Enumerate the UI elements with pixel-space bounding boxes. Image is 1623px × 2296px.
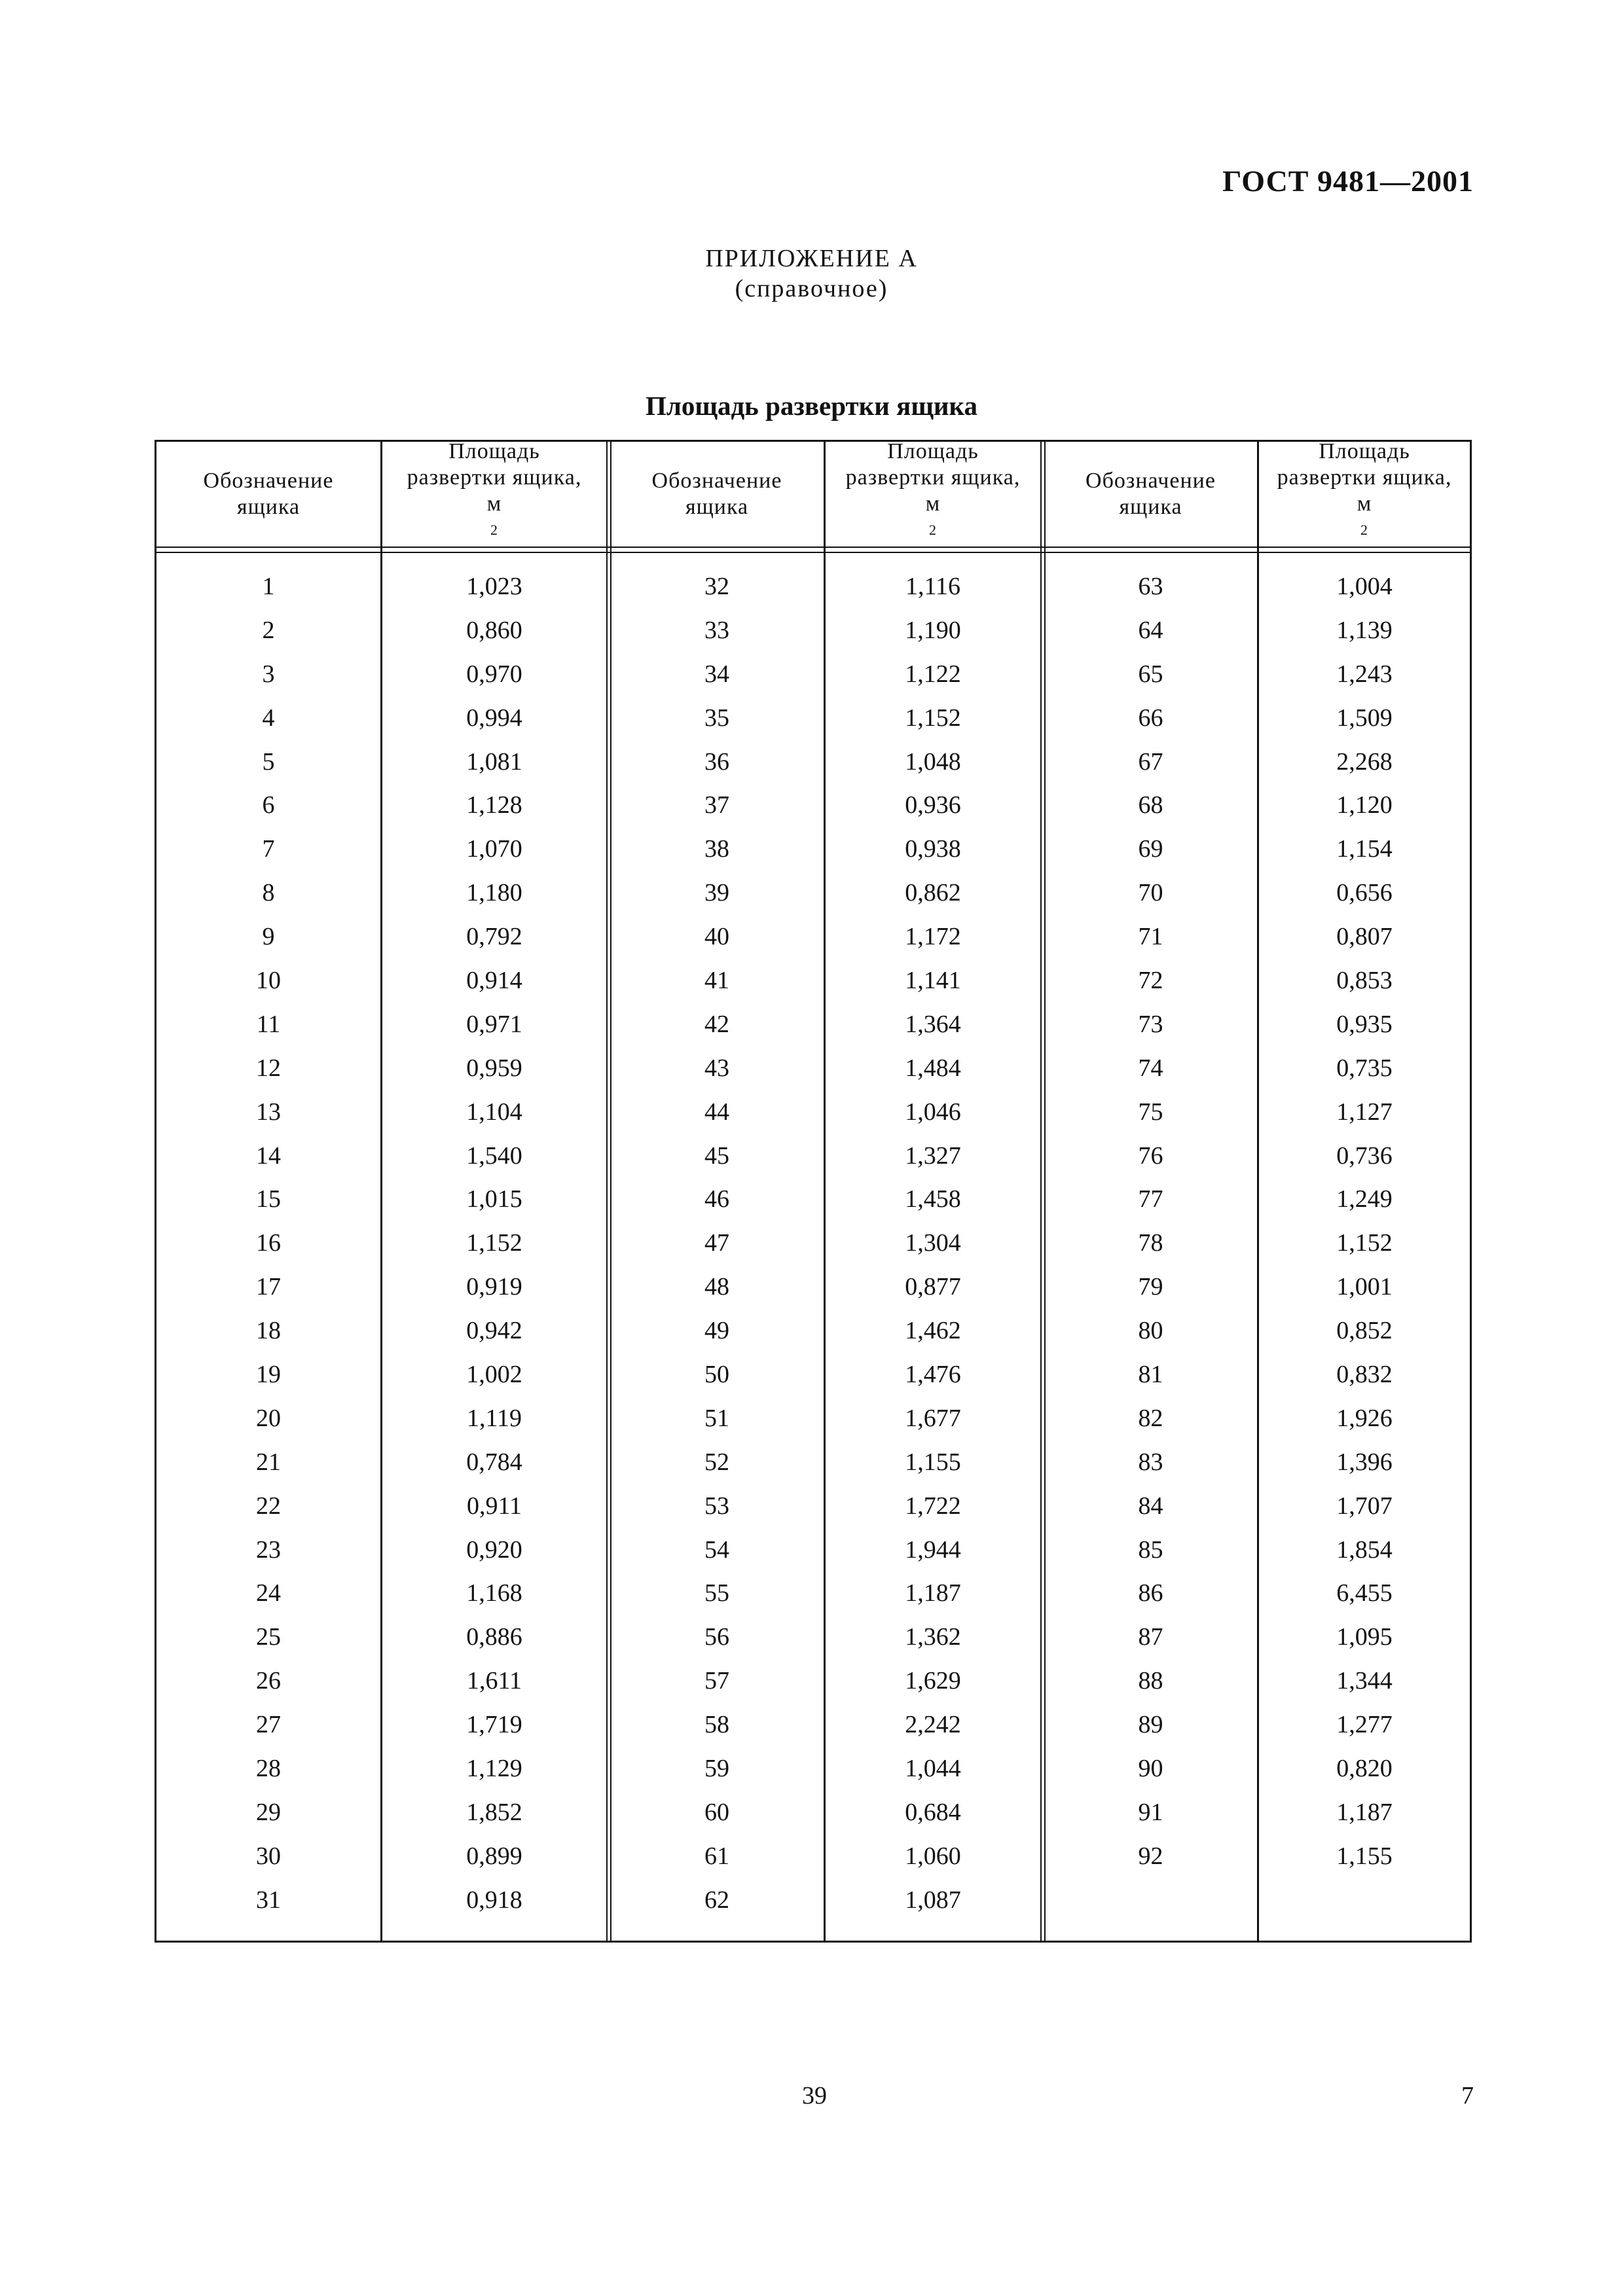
box-area-cell: 1,944 (905, 1535, 961, 1564)
box-id-cell: 61 (704, 1842, 729, 1870)
box-id-cell: 27 (256, 1711, 281, 1739)
box-area-cell: 1,509 (1336, 704, 1393, 732)
box-id-cell: 40 (704, 923, 729, 951)
box-area-cell: 0,994 (466, 704, 522, 732)
box-area-cell: 1,854 (1336, 1535, 1393, 1564)
table-title: Площадь развертки ящика (645, 391, 978, 421)
box-id-cell: 57 (704, 1667, 729, 1695)
box-id-cell: 42 (704, 1010, 729, 1038)
box-id-cell: 89 (1138, 1711, 1163, 1739)
box-area-cell: 0,853 (1336, 967, 1393, 995)
box-area-cell: 0,807 (1336, 923, 1393, 951)
box-area-cell: 1,719 (466, 1711, 522, 1739)
box-area-cell: 0,735 (1336, 1054, 1393, 1082)
box-id-cell: 6 (262, 791, 275, 819)
box-id-cell: 76 (1138, 1141, 1163, 1170)
box-area-cell: 1,249 (1336, 1185, 1393, 1213)
box-area-cell: 1,364 (905, 1010, 961, 1038)
box-area-cell: 0,942 (466, 1317, 522, 1345)
box-area-cell: 1,707 (1336, 1492, 1393, 1520)
box-id-cell: 80 (1138, 1317, 1163, 1345)
box-area-cell: 0,918 (466, 1886, 522, 1914)
box-area-cell: 0,971 (466, 1010, 522, 1038)
box-id-cell: 66 (1138, 704, 1163, 732)
box-area-cell: 1,304 (905, 1229, 961, 1257)
box-area-cell: 0,656 (1336, 879, 1393, 907)
header-area: Площадь развертки ящика, м $^2$ (1277, 439, 1452, 539)
box-area-cell: 1,168 (466, 1579, 522, 1607)
box-id-cell: 24 (256, 1579, 281, 1607)
box-id-cell: 4 (262, 704, 275, 732)
box-id-cell: 31 (256, 1886, 281, 1914)
box-area-cell: 0,911 (466, 1492, 522, 1520)
box-area-cell: 0,899 (466, 1842, 522, 1870)
box-id-cell: 58 (704, 1711, 729, 1739)
header-designation: Обозначение ящика (203, 469, 334, 519)
box-area-cell: 1,677 (905, 1404, 961, 1432)
box-area-cell: 1,048 (905, 747, 961, 776)
box-id-cell: 47 (704, 1229, 729, 1257)
box-area-cell: 0,832 (1336, 1361, 1393, 1389)
box-area-cell: 1,119 (466, 1404, 522, 1432)
box-area-cell: 1,476 (905, 1361, 961, 1389)
box-area-cell: 2,242 (905, 1711, 961, 1739)
appendix-subtitle: (справочное) (735, 275, 888, 302)
box-area-cell: 0,938 (905, 835, 961, 863)
box-area-cell: 1,116 (905, 573, 961, 600)
appendix-title: ПРИЛОЖЕНИЕ А (705, 245, 918, 272)
box-id-cell: 20 (256, 1404, 281, 1432)
box-id-cell: 41 (704, 967, 729, 995)
box-id-cell: 79 (1138, 1273, 1163, 1301)
box-area-cell: 0,920 (466, 1535, 522, 1564)
box-area-cell: 1,060 (905, 1842, 961, 1870)
box-id-cell: 29 (256, 1798, 281, 1826)
box-area-cell: 1,129 (466, 1755, 522, 1783)
box-id-cell: 68 (1138, 791, 1163, 819)
box-area-cell: 1,362 (905, 1623, 961, 1651)
box-area-cell: 1,070 (466, 835, 522, 863)
box-id-cell: 72 (1138, 967, 1163, 995)
box-area-cell: 1,327 (905, 1141, 961, 1170)
area-column (1259, 565, 1470, 1878)
box-area-cell: 2,268 (1336, 747, 1393, 776)
box-area-cell: 1,152 (905, 704, 961, 732)
box-area-cell: 1,015 (466, 1185, 522, 1213)
box-id-cell: 64 (1138, 616, 1163, 644)
box-area-cell: 0,792 (466, 923, 522, 951)
box-area-cell: 1,462 (905, 1317, 961, 1345)
box-area-cell: 0,784 (466, 1448, 522, 1476)
box-area-cell: 1,722 (905, 1492, 961, 1520)
page-number-center: 39 (802, 2082, 827, 2109)
box-area-cell: 1,122 (905, 660, 961, 688)
box-area-cell: 1,023 (466, 573, 522, 600)
box-id-cell: 87 (1138, 1623, 1163, 1651)
box-id-cell: 88 (1138, 1667, 1163, 1695)
box-id-cell: 73 (1138, 1010, 1163, 1038)
box-id-cell: 85 (1138, 1535, 1163, 1564)
box-id-cell: 70 (1138, 879, 1163, 907)
box-area-cell: 0,914 (466, 967, 522, 995)
box-id-cell: 39 (704, 879, 729, 907)
box-id-cell: 12 (256, 1054, 281, 1082)
area-column (826, 565, 1040, 1922)
box-id-cell: 52 (704, 1448, 729, 1476)
box-id-cell: 1 (262, 573, 275, 600)
box-id-cell: 30 (256, 1842, 281, 1870)
box-area-cell: 1,152 (466, 1229, 522, 1257)
box-id-cell: 84 (1138, 1492, 1163, 1520)
box-id-cell: 25 (256, 1623, 281, 1651)
header-separator (156, 552, 1470, 553)
box-id-cell: 16 (256, 1229, 281, 1257)
box-area-cell: 0,886 (466, 1623, 522, 1651)
box-area-cell: 1,458 (905, 1185, 961, 1213)
box-area-cell: 1,344 (1336, 1667, 1393, 1695)
box-id-cell: 32 (704, 573, 729, 600)
box-area-cell: 1,187 (1336, 1798, 1393, 1826)
box-id-cell: 44 (704, 1098, 729, 1126)
box-id-cell: 46 (704, 1185, 729, 1213)
box-id-cell: 91 (1138, 1798, 1163, 1826)
box-area-cell: 1,139 (1336, 616, 1393, 644)
header-area: Площадь развертки ящика, м $^2$ (845, 439, 1021, 539)
box-id-cell: 23 (256, 1535, 281, 1564)
area-table (155, 440, 1472, 1943)
box-area-cell: 1,095 (1336, 1623, 1393, 1651)
box-area-cell: 0,919 (466, 1273, 522, 1301)
box-area-cell: 1,104 (466, 1098, 522, 1126)
box-id-cell: 63 (1138, 573, 1163, 600)
box-id-cell: 48 (704, 1273, 729, 1301)
box-area-cell: 1,172 (905, 923, 961, 951)
box-area-cell: 1,243 (1336, 660, 1393, 688)
box-area-cell: 0,862 (905, 879, 961, 907)
box-area-cell: 1,002 (466, 1361, 522, 1389)
box-id-cell: 36 (704, 747, 729, 776)
box-area-cell: 1,852 (466, 1798, 522, 1826)
box-id-cell: 21 (256, 1448, 281, 1476)
box-id-cell: 35 (704, 704, 729, 732)
box-area-cell: 0,877 (905, 1273, 961, 1301)
box-id-cell: 67 (1138, 747, 1163, 776)
box-id-cell: 28 (256, 1755, 281, 1783)
box-id-cell: 71 (1138, 923, 1163, 951)
box-id-cell: 78 (1138, 1229, 1163, 1257)
box-area-cell: 0,970 (466, 660, 522, 688)
box-area-cell: 0,860 (466, 616, 522, 644)
box-id-cell: 45 (704, 1141, 729, 1170)
box-id-cell: 33 (704, 616, 729, 644)
box-id-cell: 65 (1138, 660, 1163, 688)
box-area-cell: 1,141 (905, 967, 961, 995)
header-separator (156, 547, 1470, 548)
appendix-heading (0, 243, 1623, 304)
box-id-cell: 69 (1138, 835, 1163, 863)
document-code: ГОСТ 9481—2001 (1222, 164, 1474, 198)
box-id-cell: 15 (256, 1185, 281, 1213)
id-column (610, 565, 824, 1922)
header-designation: Обозначение ящика (1085, 469, 1216, 519)
box-id-cell: 38 (704, 835, 729, 863)
box-area-cell: 0,736 (1336, 1141, 1393, 1170)
box-id-cell: 8 (262, 879, 275, 907)
box-id-cell: 37 (704, 791, 729, 819)
box-area-cell: 1,155 (905, 1448, 961, 1476)
box-id-cell: 13 (256, 1098, 281, 1126)
box-id-cell: 81 (1138, 1361, 1163, 1389)
box-area-cell: 1,180 (466, 879, 522, 907)
box-area-cell: 1,152 (1336, 1229, 1393, 1257)
box-area-cell: 1,540 (466, 1141, 522, 1170)
box-area-cell: 0,935 (1336, 1010, 1393, 1038)
box-area-cell: 1,611 (466, 1667, 522, 1695)
box-id-cell: 82 (1138, 1404, 1163, 1432)
box-id-cell: 77 (1138, 1185, 1163, 1213)
box-id-cell: 18 (256, 1317, 281, 1345)
box-id-cell: 26 (256, 1667, 281, 1695)
box-id-cell: 62 (704, 1886, 729, 1914)
box-id-cell: 14 (256, 1141, 281, 1170)
box-id-cell: 83 (1138, 1448, 1163, 1476)
box-area-cell: 1,396 (1336, 1448, 1393, 1476)
box-id-cell: 43 (704, 1054, 729, 1082)
box-id-cell: 55 (704, 1579, 729, 1607)
header-area: Площадь развертки ящика, м $^2$ (407, 439, 582, 539)
box-area-cell: 1,004 (1336, 573, 1393, 600)
box-id-cell: 56 (704, 1623, 729, 1651)
box-area-cell: 1,001 (1336, 1273, 1393, 1301)
box-id-cell: 2 (262, 616, 275, 644)
box-area-cell: 0,936 (905, 791, 961, 819)
box-area-cell: 6,455 (1336, 1579, 1393, 1607)
box-id-cell: 74 (1138, 1054, 1163, 1082)
box-area-cell: 1,484 (905, 1054, 961, 1082)
box-id-cell: 19 (256, 1361, 281, 1389)
box-area-cell: 1,087 (905, 1886, 961, 1914)
box-area-cell: 1,044 (905, 1755, 961, 1783)
box-id-cell: 90 (1138, 1755, 1163, 1783)
box-area-cell: 1,120 (1336, 791, 1393, 819)
box-id-cell: 53 (704, 1492, 729, 1520)
box-area-cell: 0,959 (466, 1054, 522, 1082)
box-id-cell: 3 (262, 660, 275, 688)
box-area-cell: 0,852 (1336, 1317, 1393, 1345)
box-id-cell: 75 (1138, 1098, 1163, 1126)
header-designation: Обозначение ящика (651, 469, 782, 519)
box-area-cell: 1,154 (1336, 835, 1393, 863)
box-id-cell: 50 (704, 1361, 729, 1389)
box-area-cell: 1,187 (905, 1579, 961, 1607)
box-area-cell: 0,684 (905, 1798, 961, 1826)
box-id-cell: 5 (262, 747, 275, 776)
box-area-cell: 1,629 (905, 1667, 961, 1695)
box-id-cell: 92 (1138, 1842, 1163, 1870)
box-id-cell: 10 (256, 967, 281, 995)
box-id-cell: 86 (1138, 1579, 1163, 1607)
box-id-cell: 34 (704, 660, 729, 688)
box-area-cell: 1,081 (466, 747, 522, 776)
box-area-cell: 0,820 (1336, 1755, 1393, 1783)
box-id-cell: 11 (256, 1010, 281, 1038)
box-area-cell: 1,277 (1336, 1711, 1393, 1739)
page-number-right: 7 (1461, 2082, 1474, 2109)
box-id-cell: 59 (704, 1755, 729, 1783)
box-id-cell: 22 (256, 1492, 281, 1520)
box-area-cell: 1,127 (1336, 1098, 1393, 1126)
box-area-cell: 1,926 (1336, 1404, 1393, 1432)
box-area-cell: 1,046 (905, 1098, 961, 1126)
box-id-cell: 54 (704, 1535, 729, 1564)
box-id-cell: 51 (704, 1404, 729, 1432)
box-id-cell: 60 (704, 1798, 729, 1826)
box-area-cell: 1,190 (905, 616, 961, 644)
box-area-cell: 1,155 (1336, 1842, 1393, 1870)
id-column (156, 565, 380, 1922)
box-id-cell: 7 (262, 835, 275, 863)
id-column (1044, 565, 1257, 1878)
box-id-cell: 17 (256, 1273, 281, 1301)
area-column (382, 565, 606, 1922)
box-area-cell: 1,128 (466, 791, 522, 819)
box-id-cell: 49 (704, 1317, 729, 1345)
box-id-cell: 9 (262, 923, 275, 951)
